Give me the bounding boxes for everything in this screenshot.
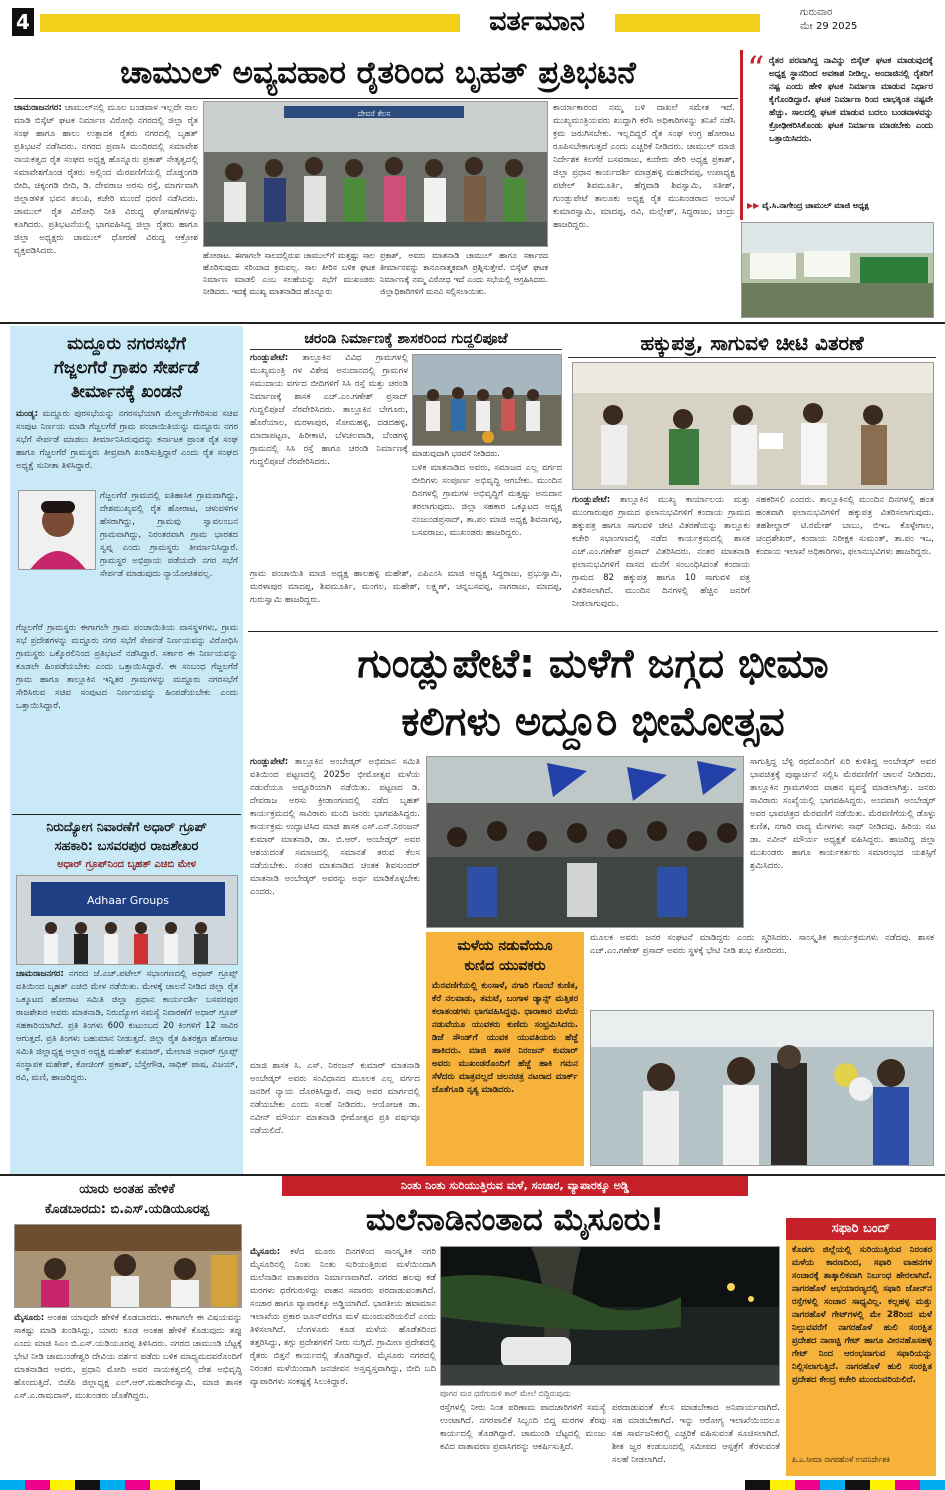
cmyk-bar-right [745, 1480, 945, 1490]
lead-dateline: ಚಾಮರಾಜನಗರ: [14, 103, 62, 113]
safari-byline-row [792, 1454, 932, 1465]
puja-body-1-text: ತಾಲ್ಲೂಕಿನ ವಿವಿಧ ಗ್ರಾಮಗಳಲ್ಲಿ ಮುಖ್ಯಮಂತ್ರಿ ಗಳ ವಿಶೇಷ ಅನುದಾನದಲ್ಲಿ ಗ್ರಾಮಗಳ ಸಮುದಾಯ ವರ್ಗದ ಬೀದಿಗಳಿಗೆ ಸಿಸಿ ರಸ್ತೆ ಮತ್ತು ಚರಂಡಿ ನಿರ್ಮಾಣಕ್ಕೆ ಶಾಸಕ ಎಚ್.ಎಂ.ಗಣೇಶ್ ಪ್ರಸಾದ್ ಗುದ್ದಲಿಪೂಜೆ ನೆರವೇರಿಸಿದರು. ತಾಲ್ಲೂಕಿನ ಬೇಗೂರು, ಹೊರೆಯಾಲ, ಮರಳಾಪುರ, ಸೋಮಹಳ್ಳಿ, ದಡದಹಳ್ಳಿ, ಮಾದಾಪಟ್ಟಣ, ಹಿರೀಕಾಟಿ, ಬೆಳಚಲವಾಡಿ, ಬೆಂಡಗಳ್ಳಿ ಗ್ರಾಮದಲ್ಲಿ ಸಿಸಿ ರಸ್ತೆ ಹಾಗೂ ಚರಂಡಿ ನಿರ್ಮಾಣಕ್ಕೆ ಗುದ್ದಲಿಪೂಜೆ ನೆರವೇರಿಸಿದರು. [250, 353, 408, 467]
yeddy-body [14, 1312, 242, 1476]
job-fair-photo [16, 875, 238, 965]
bhima-statue-photo [590, 1010, 934, 1166]
job-fair-banner-text: Adhaar Groups [86, 894, 170, 907]
card-dateline: ಗುಂಡ್ಲುಪೇಟೆ: [572, 495, 611, 505]
left-body-1-text: ಮದ್ದೂರು ಪುರಸಭೆಯನ್ನು ನಗರಸಭೆಯಾಗಿ ಮೇಲ್ದರ್ಜೆಗೇರಿಸುವ ಸಚಿವ ಸಂಪುಟ ನಿರ್ಣಯ ಮಾಡಿ ಗೆಜ್ಜಲಗೆರೆ ಗ್ರಾಮ ಪಂಚಾಯಿತಿಯನ್ನು ಮದ್ದೂರು ನಗರ ಸಭೆಗೆ ಸೇರ್ಪಡೆ ಮಾಡಲು ತೀರ್ಮಾನಿಸಿರುವುದನ್ನು ಕರ್ನಾಟಕ ಪ್ರಾಂತ ರೈತ ಸಂಘ ಹಾಗೂ ಗೆಜ್ಜಲಗೆರೆ ಗ್ರಾಮಸ್ಥರು ತೀವ್ರವಾಗಿ ಖಂಡಿಸುತ್ತಿದ್ದಾರೆ ಎಂದು ರೈತ ಸಂಘದ ಅಧ್ಯಕ್ಷೆ ಸುನೀತಾ ತಿಳಿಸಿದ್ದಾರೆ. [16, 409, 238, 471]
yeddy-body-text: ಅಂತಹ ಯಾವುದೇ ಹೇಳಿಕೆ ಕೊಡಬಾರದು. ಈಗಾಗಲೇ ಈ ವಿಷಯವನ್ನು ಸಾಕಷ್ಟು ಮಾಡಿ ಖಂಡಿಸಿದ್ದು, ಯಾರು ಕೂಡ ಅಂತಹ ಹೇಳಿಕೆ ಕೊಡುವುದು ತಪ್ಪು ಎಂದು ಮಾಜಿ ಸಿಎಂ ಬಿ.ಎಸ್.ಯಡಿಯೂರಪ್ಪ ತಿಳಿಸಿದರು. ನಗರದ ಚಾಮುಂಡಿ ಬೆಟ್ಟಕ್ಕೆ ಭೇಟಿ ನೀಡಿ ಚಾಮುಂಡೇಶ್ವರಿ ದೇವಿಯ ದರ್ಶನ ಪಡೆದು ಬಳಿಕ ಮಾಧ್ಯಮದವರೊಂದಿಗೆ ಮಾತನಾಡಿದ ಅವರು, ಪ್ರಧಾನಿ ಮೋದಿ ಅವರ ನಾಯಕತ್ವದಲ್ಲಿ ದೇಶ ಅಭಿವೃದ್ಧಿ ಹೊಂದುತ್ತಿದೆ. ಬಿಜೆಪಿ ಜಿಲ್ಲಾಧ್ಯಕ್ಷ ಎಲ್.ಆರ್.ಮಹದೇವಸ್ವಾಮಿ, ಮಾಜಿ ಶಾಸಕ ಎಸ್.ಎ.ರಾಮದಾಸ್, ಮುಖಂಡರು ಜೊತೆಗಿದ್ದರು. [14, 1313, 242, 1401]
puja-body-1 [250, 352, 408, 566]
yeddy-dateline: ಮೈಸೂರು: [14, 1313, 45, 1323]
left-body-2: ಗೆಜ್ಜಲಗೆರೆ ಗ್ರಾಮದಲ್ಲಿ ಐತಿಹಾಸಿಕ ಗ್ರಾಮವಾಗಿದ್ದು, ದೇಶಮುಖ್ಯವಲ್ಲಿ ರೈತ ಹೋರಾಟ, ಚಳುವಳಿಗಳ ಹೆಸರಾಗಿದ್ದು, ಗ್ರಾಮವು ಸ್ವಾವಲಂಬನ ಗ್ರಾಮವಾಗಿದ್ದು, ನಿರಂತರವಾಗಿ ಗ್ರಾಮ ಭಾರತದ ಸ್ವಪ್ನ ಎಂದು ಗ್ರಾಮಸ್ಥರು ತೀರ್ಮಾನಿಸಿದ್ದಾರೆ. ಗ್ರಾಮಸ್ಥರ ಅಭಿಪ್ರಾಯ ಪಡೆಯದೇ ನಗರ ಸಭೆಗೆ ಸೇರ್ಪಡೆ ಮಾಡುವುದು ನ್ಯಾಯೋಚಿತವಲ್ಲ. [100, 491, 238, 579]
left-portrait [18, 490, 96, 570]
safari-box [786, 1218, 936, 1476]
bhima-col1 [250, 756, 420, 1056]
job-fair-subhead: ಅಧಾರ್ ಗ್ರೂಪ್‌ನಿಂದ ಬೃಹತ್ ಎಚಿಬಿ ಮೇಳ [57, 859, 196, 870]
fallen-tree-night-image [441, 1247, 780, 1386]
lead-quote-text: ರೈತರ ಪರವಾಗಿದ್ದ ನಾವಿನ್ನು ಬಿಸ್ಕೆಟ್ ಘಟಕ ಮಾಡುವುದಕ್ಕೆ ಅಧ್ಯಕ್ಷ ಸ್ಥಾನದಿಂದ ಅವಕಾಶ ನೀಡಿಲ್ಲ. ಅಂದಾಜಿನಲ್ಲಿ ರೈತರಿಗೆ ನಷ್ಟ ಎಂದು ಹೇಳಿ ಘಟಕ ನಿರ್ಮಾಣ ಮಾಡುವ ನಿರ್ಧಾರ ಕೈಗೊಂಡಿದ್ದಾರೆ. ಘಟಕ ನಿರ್ಮಾಣ ರಿಂದ ಲಾಭಕ್ಕಿಂತ ನಷ್ಟವೇ ಹೆಚ್ಚು. ಸಾಲದಲ್ಲಿ ಘಟಕ ಮಾಡುವ ಬದಲು ಬಂಡವಾಳವನ್ನು ಕ್ರೋಢೀಕರಿಸಿಕೊಂಡು ಘಟಕ ನಿರ್ಮಾಣ ಮಾಡಬೇಕು ಎಂದು ಒತ್ತಾಯಿಸಿದರು. [769, 55, 933, 143]
safari-body: ಕೊಡಗು ಜಿಲ್ಲೆಯಲ್ಲಿ ಸುರಿಯುತ್ತಿರುವ ನಿರಂತರ ಮಳೆಯ ಕಾರಣದಿಂದ, ಸಫಾರಿ ವಾಹನಗಳ ಸಂಚಾರಕ್ಕೆ ತಾತ್ಕಾಲಿಕವಾಗಿ ನಿರ್ಬಂಧ ಹೇರಲಾಗಿದೆ. ನಾಗರಹೊಳೆ ಅಭಯಾರಣ್ಯದಲ್ಲಿ ಸಫಾರಿ ಜೋನ್‌ನ ರಸ್ತೆಗಳಲ್ಲಿ ಸಂಚಾರ ಸಾಧ್ಯವಿಲ್ಲ. ಕಲ್ಲಹಳ್ಳ ಮತ್ತು ನಾಗರಹೊಳೆ ಗೇಟ್‌ಗಳಲ್ಲಿ ಮೇ 28ರಿಂದ ಮಳೆ ನಿಲ್ಲುವವರೆಗೆ ನಾಗರಹೊಳೆ ಹುಲಿ ಸಂರಕ್ಷಿತ ಪ್ರದೇಶದ ನಾಣಚ್ಚಿ ಗೇಟ್ ಹಾಗೂ ವೀರನಹೊಸಹಳ್ಳಿ ಗೇಟ್ ನಿಂದ ಆರಂಭವಾಗುವ ಸಫಾರಿಯನ್ನು ನಿಲ್ಲಿಸಲಾಗುತ್ತಿದೆ. ನಾಗರಹೊಳೆ ಹುಲಿ ಸಂರಕ್ಷಿತ ಪ್ರದೇಶದ ಕೇಂದ್ರ ಕಚೇರಿ ಮುಂದುವರಿಯಲಿದೆ. [792, 1245, 932, 1385]
mid-rule [248, 631, 938, 632]
paper-name: ವರ್ತಮಾನ [489, 6, 585, 37]
card-photo [572, 362, 934, 490]
mysuru-col2: ರಸ್ತೆಗಳಲ್ಲಿ ನೀರು ನಿಂತ ಪರಿಣಾಮ ಪಾದಚಾರಿಗಳಿಗೆ ಸಮಸ್ಯೆ ಉಂಟಾಗಿದೆ. ನಗರಪಾಲಿಕೆ ಸಿಬ್ಬಂದಿ ಬಿದ್ದ ಮರಗಳ ತೆರವು ಕಾರ್ಯದಲ್ಲಿ ತೊಡಗಿದ್ದಾರೆ. ಚಾಮುಂಡಿ ಬೆಟ್ಟದಲ್ಲಿ ಮಂಜು ಕವಿದ ವಾತಾವರಣ ಪ್ರವಾಸಿಗರನ್ನು ಆಕರ್ಷಿಸುತ್ತಿದೆ. [440, 1403, 606, 1452]
left-dateline: ಮಂಡ್ಯ: [16, 409, 39, 419]
yeddy-photo [14, 1224, 242, 1308]
bhima-col1-text: ತಾಲ್ಲೂಕಿನ ಅಂಬೇಡ್ಕರ್ ಅಭಿಮಾನ ಸಮಿತಿ ವತಿಯಿಂದ ಪಟ್ಟಣದಲ್ಲಿ 2025ರ ಭೀಮೋತ್ಸವ ಮಳೆಯ ನಡುವೆಯೂ ಅದ್ದೂರಿಯಾಗಿ ನಡೆಯಿತು. ಪಟ್ಟಣದ ಡಿ. ದೇವರಾಜ ಅರಸು ಕ್ರೀಡಾಂಗಣದಲ್ಲಿ ನಡೆದ ಬೃಹತ್ ಕಾರ್ಯಕ್ರಮದಲ್ಲಿ ಸಾವಿರಾರು ಮಂದಿ ಜನರು ಭಾಗವಹಿಸಿದ್ದರು. ಕಾರ್ಯಕ್ರಮ ಉದ್ಘಾಟಿಸಿದ ಮಾಜಿ ಶಾಸಕ ಎಸ್.ಎನ್.ನಿರಂಜನ್ ಕುಮಾರ್ ಮಾತನಾಡಿ, ಡಾ. ಬಿ.ಆರ್. ಅಂಬೇಡ್ಕರ್ ಅವರ ಆಶಯದಂತೆ ಸಮಾಜದಲ್ಲಿ ಸಮಾನತೆ ತರುವ ಕೆಲಸ ನಡೆಯಬೇಕು. ನಂತರ ಮಾತನಾಡಿದ ಚಿಂತಕ ಶಿವಸುಂದರ್ ಮಾತನಾಡಿ ಅಂಬೇಡ್ಕರ್ ಅವರನ್ನು ಅರ್ಥ ಮಾಡಿಕೊಳ್ಳಬೇಕು ಎಂದರು. [250, 757, 420, 897]
puja-dateline: ಗುಂಡ್ಲುಪೇಟೆ: [250, 353, 289, 363]
card-body-2: ಸಹಕರಿಸಲಿ ಎಂದರು. ತಾಲ್ಲೂಕಿನಲ್ಲಿ ಮುಂದಿನ ದಿನಗಳಲ್ಲಿ ಹಂತ ಹಂತವಾಗಿ ಫಲಾನುಭವಿಗಳಿಗೆ ಹಕ್ಕುಪತ್ರ ವಿತರಿಸಲಾಗುವುದು. ತಹಶೀಲ್ದಾರ್ ಟಿ.ರಮೇಶ್ ಬಾಬು, ಬಿಇಒ ಕೊಳ್ಳೇಗಾಲ, ಚಂದ್ರಶೇಖರ್, ಕಂದಾಯ ನಿರೀಕ್ಷಕ ಸುಮಂತ್, ತಾ.ಪಂ ಇಒ, ಕಂದಾಯ ಇಲಾಖೆ ಅಧಿಕಾರಿಗಳು, ಫಲಾನುಭವಿಗಳು ಹಾಜರಿದ್ದರು. [756, 495, 934, 557]
page-number: 4 [12, 8, 34, 36]
masthead-bar [40, 14, 460, 32]
job-fair-dateline: ಚಾಮರಾಜನಗರ: [16, 969, 64, 979]
mysuru-kicker-bar [282, 1176, 748, 1196]
left-headline-line3: ತೀರ್ಮಾನಕ್ಕೆ ಖಂಡನೆ [70, 382, 183, 402]
lead-quote-by: ವೈ.ಸಿ.ನಾಗೇಂದ್ರ ಚಾಮುಲ್ ಮಾಜಿ ಅಧ್ಯಕ್ಷ [762, 201, 869, 210]
safari-headline-bar [786, 1218, 936, 1240]
bhima-col3a: ಸಾಗುತ್ತಿದ್ದ ಬೆಳ್ಳಿ ರಥದೊಂದಿಗೆ ಏರಿ ಕುಳಿತಿದ್ದ ಅಂಬೇಡ್ಕರ್ ಅವರ ಭಾವಚಿತ್ರಕ್ಕೆ ಪುಷ್ಪಾರ್ಚನೆ ಸಲ್ಲಿಸಿ ಮೆರವಣಿಗೆಗೆ ಚಾಲನೆ ನೀಡಿದರು. ತಾಲ್ಲೂಕಿನ ಗ್ರಾಮಗಳಿಂದ ವಾಹನ ವ್ಯವಸ್ಥೆ ಮಾಡಲಾಗಿತ್ತು. ಜನರು ಸಾವಿರಾರು ಸಂಖ್ಯೆಯಲ್ಲಿ ಭಾಗವಹಿಸಿದ್ದರು. ಅಂದವಾಗಿ ಅಂಬೇಡ್ಕರ್ ಅವರ ಭಾವಚಿತ್ರದ ಮೆರವಣಿಗೆ ನಡೆಯಿತು. ಮೆರವಣಿಗೆಯಲ್ಲಿ ಡೊಳ್ಳು ಕುಣಿತ, ನಗಾರಿ ವಾದ್ಯ ಮೇಳಗಳು ಸಾಥ್ ನೀಡಿದವು. ಹಿರಿಯ ನಟ ಡಾ. ನವೀನ್ ಮೌರ್ಯ ಅಧ್ಯಕ್ಷತೆ ವಹಿಸಿದ್ದರು. ಹಾಜರಿದ್ದ ಜಿಲ್ಲಾ ಮುಖಂಡರು ಹಾಗೂ ಕಾರ್ಯಕರ್ತರು ಸಮಾರಂಭದ ಯಶಸ್ಸಿಗೆ ಶ್ರಮಿಸಿದರು. [750, 757, 936, 871]
masthead [0, 0, 945, 44]
lead-quote-photo [741, 222, 934, 318]
job-fair-image [17, 876, 238, 965]
mysuru-col3: ಪರದಾಡುವಂತೆ ಕೆಲಸ ಮಾಡಬೇಕಾದ ಅನಿವಾರ್ಯವಾಗಿದೆ. ಸಹ ಮಾಡಬೇಕಾಗಿದೆ. ಇನ್ನು ಆರೋಗ್ಯ ಇಲಾಖೆಯಿಂದಲೂ ಸಹ ಸಾರ್ವಜನಿಕರಲ್ಲಿ ಎಚ್ಚರಿಕೆ ವಹಿಸುವಂತೆ ಸೂಚಿಸಲಾಗಿದೆ. ಶೀತ ಜ್ವರ ಕಂಡುಬಂದಲ್ಲಿ ಸಮೀಪದ ಆಸ್ಪತ್ರೆಗೆ ತೆರಳುವಂತೆ ಸಲಹೆ ನೀಡಲಾಗಿದೆ. [612, 1403, 780, 1465]
lead-headline: ಚಾಮುಲ್ ಅವ್ಯವಹಾರ ರೈತರಿಂದ ಬೃಹತ್ ಪ್ರತಿಭಟನೆ [120, 55, 636, 91]
safari-byline: ಪಿ.ಎ.ಸೀಮಾ ನಾಗರಹೊಳೆ ಉಪನಿರ್ದೇಶಕಿ [792, 1455, 890, 1464]
card-headline: ಹಕ್ಕುಪತ್ರ, ಸಾಗುವಳಿ ಚೀಟಿ ವಿತರಣೆ [568, 328, 936, 358]
bhima-dateline: ಗುಂಡ್ಲುಪೇಟೆ: [250, 757, 289, 767]
mysuru-rain-photo [440, 1246, 780, 1386]
lead-quote-box [740, 50, 934, 220]
quote-mark-icon: “ [747, 49, 765, 89]
lead-photo [203, 101, 548, 247]
lead-photo-caption: ಹೋರಾಟ. ಈಗಾಗಲೇ ಸಾಲದಲ್ಲಿರುವ ಚಾಮುಲ್‌ಗೆ ಮತ್ತಷ್ಟು ಸಾಲ ಹೊರಿಸುವುದು ಸರಿಯಾದ ಕ್ರಮವಲ್ಲ. ಸಾಲ ತೀರಿಸ ಬಳಿಕ ಘಟಕ ನಿರ್ಮಾಣ ಮಾಡಲಿ ಎಂಬ ಸಲಹೆಯನ್ನು ಸಭೆಗೆ ಮುಖಂಡರು ನೀಡಿದರು. ಇದಕ್ಕೆ ಮುಖ್ಯ ಮಾತನಾಡಿದ ಹೊನ್ನೂರು [203, 251, 375, 296]
bhima-headline-line2: ಕಲಿಗಳು ಅದ್ದೂರಿ ಭೀಮೋತ್ಸವ [401, 699, 785, 745]
card-body-1-text: ತಾಲ್ಲೂಕಿನ ಮುಖ್ಯ ಕಾರ್ಯಾಲಯ ಮತ್ತು ಮುಂಗಾರುಪುರ ಗ್ರಾಮದ ಫಲಾನುಭವಿಗಳಿಗೆ ಕಂದಾಯ ಗ್ರಾಮದ ಹಕ್ಕುಪತ್ರ ಹಾಗೂ ಸಾಗುವಳಿ ಚೀಟಿ ವಿತರಣೆಯನ್ನು ತಾಲ್ಲೂಕು ಕಚೇರಿ ಸಭಾಂಗಣದಲ್ಲಿ ನಡೆದ ಕಾರ್ಯಕ್ರಮದಲ್ಲಿ ಶಾಸಕ ಎಚ್.ಎಂ.ಗಣೇಶ್ ಪ್ರಸಾದ್ ವಿತರಿಸಿದರು. ನಂತರ ಮಾತನಾಡಿ ಫಲಾನುಭವಿಗಳಿಗೆ ವಾಸದ ಮನೆಗೆ ಸಂಬಂಧಿಸಿದಂತೆ ಕಂದಾಯ ಗ್ರಾಮದ 82 ಹಕ್ಕುಪತ್ರ ಹಾಗೂ 10 ಸಾಗುವಳಿ ಪತ್ರ ವಿತರಿಸಲಾಗಿದೆ. ಮುಂದಿನ ದಿನಗಳಲ್ಲಿ ಹೆಚ್ಚಿನ ಜನರಿಗೆ ನೀಡಲಾಗುವುದು. [572, 495, 750, 609]
mysuru-col1 [250, 1246, 436, 1476]
mysuru-dateline: ಮೈಸೂರು: [250, 1247, 281, 1257]
job-fair-headline-line1: ನಿರುದ್ಯೋಗ ನಿವಾರಣೆಗೆ ಅಧಾರ್ ಗ್ರೂಪ್ [46, 819, 207, 834]
bhima-crowd-photo [426, 756, 744, 928]
bhima-col2: ಮೂಲಕ ಅವರು ಜನರ ಸಂಘಟನೆ ಮಾಡಿದ್ದರು ಎಂದು ಸ್ಮರಿಸಿದರು. ಸಾಂಸ್ಕೃತಿಕ ಕಾರ್ಯಕ್ರಮಗಳು ನಡೆದವು. ಶಾಸಕ ಎಚ್.ಎಂ.ಗಣೇಶ್ ಪ್ರಸಾದ್ ಅವರು ಸ್ಥಳಕ್ಕೆ ಭೇಟಿ ನೀಡಿ ಶುಭ ಕೋರಿದರು. [590, 933, 934, 956]
lead-body-col3: ಕಾರ್ಯಾಕಾರಂದ ನಮ್ಮ ಬಳಿ ದಾಖಲೆ ಸಮೇತ ಇದೆ. ಮುಖ್ಯಮಂತ್ರಿಯವರು ಖುದ್ದಾಗಿ ಕರೆಸಿ ಅಧಿಕಾರಿಗಳನ್ನು ತನಿಖೆ ನಡೆಸಿ ಕ್ರಮ ಜರುಗಿಸಬೇಕು. ಇಲ್ಲದಿದ್ದರೆ ರೈತ ಸಂಘ ಉಗ್ರ ಹೋರಾಟ ರೂಪಿಸಬೇಕಾಗುತ್ತದೆ ಎಂದು ಎಚ್ಚರಿಕೆ ನೀಡಿದರು. ಚಾಮುಲ್ ಮಾಜಿ ನಿರ್ದೇಶಕ ಕಿಲಗೆರೆ ಬಸವರಾಜು, ಕುದೇರು ಡೇರಿ ಅಧ್ಯಕ್ಷ ಪ್ರಕಾಶ್, ಜಿಲ್ಲಾ ಪ್ರಧಾನ ಕಾರ್ಯದರ್ಶಿ ಮಾಡ್ರಹಳ್ಳಿ ಮಹದೇವಪ್ಪ, ಉಪಾಧ್ಯಕ್ಷ ಪಟೇಲ್ ಶಿವಮೂರ್ತಿ, ಹೆಗ್ಗವಾಡಿ ಶಿವಸ್ವಾಮಿ, ಸತೀಶ್, ಗುಂಡ್ಲುಪೇಟೆ ತಾಲೂಕು ಅಧ್ಯಕ್ಷ ರೈತ ಮುಖಂಡರಾದ ಅಂಬಳೆ ಕುಮಾರಸ್ವಾಮಿ, ಮಾದಪ್ಪ, ರವಿ, ಮಲ್ಲೇಶ್, ಸಿದ್ದರಾಜು, ಚಂದ್ರು ಹಾಜರಿದ್ದರು. [553, 103, 735, 230]
protest-banner-photo [742, 223, 934, 318]
job-fair-body-text: ನಗರದ ಜೆ.ಎಚ್.ಪಟೇಲ್ ಸಭಾಂಗಣದಲ್ಲಿ ಅಧಾರ್ ಗ್ರೂಪ್ಸ್ ವತಿಯಿಂದ ಬೃಹತ್ ಎಚಿಬಿ ಮೇಳ ನಡೆಯಿತು. ಮೇಳಕ್ಕೆ ಚಾಲನೆ ನೀಡಿದ ಜಿಲ್ಲಾ ರೈತ ಒಕ್ಕೂಟದ ಹೋರಾಟ ಸಮಿತಿ ಜಿಲ್ಲಾ ಪ್ರಧಾನ ಕಾರ್ಯದರ್ಶಿ ಬಸವರಪುರ ರಾಜಶೇಖರ ಅವರು ಮಾತನಾಡಿ, ನಿರುದ್ಯೋಗ ಸಮಸ್ಯೆ ನಿವಾರಣೆಗೆ ಅಧಾರ್ ಗ್ರೂಪ್ ಸಹಕಾರಿಯಾಗಿದೆ. ಪ್ರತಿ ತಿಂಗಳು 600 ಕುಟುಂಬದ 20 ಕಿಂಗಳಿಗೆ 12 ಸಾವಿರ ಆಗುತ್ತದೆ. ಪ್ರತಿ ತಿಂಗಳು ಬಹುಮಾನ ನೀಡುತ್ತದೆ. ಜಿಲ್ಲಾ ರೈತ ಹಿತರಕ್ಷಣ ಹೋರಾಟ ಸಮಿತಿ ಜಿಲ್ಲಾಧ್ಯಕ್ಷ ಅಲ್ಲಾರ ಅಧ್ಯಕ್ಷ ಮಹೇಶ್ ಕುಮಾರ್, ಮೇಲಾಜಿ ಅಧಾರ್ ಗ್ರೂಪ್ಸ್ ಸಂಸ್ಥಾಪಕ ಮಹೇಶ್, ಕೋಚಿಂಗ್ ಪ್ರಕಾಶ್, ಬೆಸ್ತೇಗೌಡ, ಸಾಧಿಕ್ ಪಾಷ, ವಿಜಯ್, ರವಿ, ಮಣಿ, ಹಾಜರಿದ್ದರು. [16, 969, 238, 1083]
puja-image [413, 355, 562, 446]
mysuru-photo-caption: ಪೂಗರ ಮರ ಧರೆಗುರುಳಿ ಕಾರ್ ಮೇಲೆ ಬಿದ್ದಿರುವುದು [440, 1389, 571, 1398]
yeddy-temple-image [15, 1225, 242, 1308]
job-fair-headline-line2: ಸಹಕಾರಿ: ಬಸವರಪುರ ರಾಜಶೇಖರ [54, 839, 199, 854]
rain-body: ಮೆರವಣಿಗೆಯಲ್ಲಿ ಕುಂಸಾಳೆ, ನಗಾರಿ ಗೊಂಬೆ ಕುಣಿತ, ಕೆರೆ ನಲವಾಡು, ತಮಟೆ, ಬಂಗಾಳ ಡ್ಯಾನ್ಸ್ ಮತ್ತಿತರ ಕಲಾತಂಡಗಳು ಭಾಗವಹಿಸಿದ್ದವು. ಧಾರಾಕಾರ ಮಳೆಯ ನಡುವೆಯೂ ಯುವಕರು ಕುಣಿದು ಸಂಭ್ರಮಿಸಿದರು. ಡಿಜೆ ಸೌಂಡ್‌ಗೆ ಯುವಕ ಯುವತಿಯರು ಹೆಜ್ಜೆ ಹಾಕಿದರು. ಮಾಜಿ ಶಾಸಕ ನಿರಂಜನ್ ಕುಮಾರ್ ಅವರು ಮುಖಂಡರೊಂದಿಗೆ ಹೆಜ್ಜೆ ಹಾಕಿ ಗಮನ ಸೆಳೆದರು ಮಾತ್ರವಲ್ಲದೆ ಚಲನಚಿತ್ರ ನಟರಾದ ಮಾರ್ಕ್ ಜೊತೆಗೂಡಿ ನೃತ್ಯ ಮಾಡಿದರು. [432, 981, 578, 1095]
cmyk-bar-left [0, 1480, 200, 1490]
lead-photo-sign: ದೇವರೆ ಕೆಲಸ [357, 109, 391, 118]
lead-bottom-rule [0, 322, 945, 324]
woman-portrait-image [19, 491, 96, 570]
masthead-day: ಗುರುವಾರ [800, 7, 833, 18]
rain-headline-line2: ಕುಣಿದ ಯುವಕರು [464, 958, 546, 974]
puja-photo [412, 354, 562, 446]
mysuru-kicker: ನಿಂತು ನಿಂತು ಸುರಿಯುತ್ತಿರುವ ಮಳೆ, ಸಂಚಾರ, ವ್ಯಾಪಾರಕ್ಕೂ ಅಡ್ಡಿ [401, 1179, 629, 1192]
rain-box [426, 932, 584, 1166]
lead-photo2-caption: ಪ್ರಕಾಶ್, ಅವರು ಮಾತನಾಡಿ ಚಾಮುಲ್ ಹಾಗೂ ಸರ್ಕಾರದ ತೀರ್ಮಾನವನ್ನು ಕಾನೂನಾತ್ಮಕವಾಗಿ ಪ್ರಶ್ನಿಸುತ್ತೇವೆ. ಬಿಸ್ಕೆಟ್ ಘಟಕ ನಿರ್ಮಾಣಕ್ಕೆ ನಮ್ಮ ವಿರೋಧ ಇದೆ ಎಂದು ಸಭೆಯಲ್ಲಿ ಆಗ್ರಹಿಸಿದರು. ಜಿಲ್ಲಾಧಿಕಾರಿಗಳಿಗೆ ಮನವಿ ಸಲ್ಲಿಸಲಾಯಿತು. [380, 251, 548, 296]
puja-body-3: ಗ್ರಾಮ ಪಂಚಾಯಿತಿ ಮಾಜಿ ಅಧ್ಯಕ್ಷ ಹಾಲಹಳ್ಳಿ ಮಹೇಶ್, ಎಪಿಎಂಸಿ ಮಾಜಿ ಅಧ್ಯಕ್ಷ ಸಿದ್ದರಾಜು, ಪ್ರಭುಸ್ವಾಮಿ, ಮರಳಾಪುರ ಮಾದಪ್ಪ, ಶಿವಮೂರ್ತಿ, ಮಂಗಲ, ಮಹೇಶ್, ಲಕ್ಷ್ಮಣ್, ಚನ್ನಬಸವಪ್ಪ, ನಾಗರಾಜು, ಮಾದಪ್ಪ, ಗುರುಸ್ವಾಮಿ ಹಾಜರಿದ್ದರು. [250, 569, 562, 605]
lead-photo-image [204, 102, 548, 247]
rain-headline-line1: ಮಳೆಯ ನಡುವೆಯೂ [457, 938, 553, 954]
mysuru-headline: ಮಲೆನಾಡಿನಂತಾದ ಮೈಸೂರು! [365, 1202, 665, 1238]
lead-body-col1 [14, 102, 198, 318]
job-fair-body [16, 968, 238, 1172]
lead-body-col1-text: ಚಾಮುಲ್‌ನಲ್ಲಿ ಮೂಲ ಬಂಡವಾಳ ಇಲ್ಲದೇ ನಾಲ ಮಾಡಿ ಬಿಸ್ಕೆಟ್ ಘಟಕ ನಿರ್ಮಾಣ ವಿರೋಧಿ ನಗರದಲ್ಲಿ ಜಿಲ್ಲಾ ರೈತ ಸಂಘ ಹಾಗೂ ಹಾಲು ಉತ್ಪಾದಕ ರೈತರು ನಗರದಲ್ಲಿ ಬೃಹತ್ ಪ್ರತಿಭಟನೆ ನಡೆಸಿದರು. ನಗರದ ಪ್ರವಾಸಿ ಮಂದಿರದಲ್ಲಿ ಸಮಾವೇಶ ನಾಯಕತ್ವದ ರೈತ ಸಂಘದ ಅಧ್ಯಕ್ಷ ಹೊನ್ನೂರು ಪ್ರಕಾಶ್ ನೇತೃತ್ವದಲ್ಲಿ ಸಮಾವೇಶಗೊಂಡ ರೈತರು ಅಲ್ಲಿಂದ ಮೆರವಣಿಗೆಯಲ್ಲಿ ದೊಡ್ಡಂಗಡಿ ಬೀದಿ, ಚಿಕ್ಕಂಗಡಿ ಬೀದಿ, ಡಿ. ದೇವರಾಜ ಅರಸು ರಸ್ತೆ, ಮಾರ್ಗವಾಗಿ ಜಿಲ್ಲಾಡಳಿತ ಭವನ ತಲುಪಿ, ಕಚೇರಿ ಮುಂದೆ ಧರಣಿ ನಡೆಸಿದರು. ಚಾಮುಲ್ ರೈತ ವಿರೋಧಿ ನೀತಿ ವಿರುದ್ಧ ಘೋಷಣೆಗಳನ್ನು ಕೂಗಿದರು. ಪ್ರತಿಭಟನೆಯಲ್ಲಿ ಭಾಗವಹಿಸಿದ್ದ ಜಿಲ್ಲಾ ರೈತರು ಹಾಗೂ ಜಿಲ್ಲಾ ಅಧ್ಯಕ್ಷರು ಚಾಮುಲ್ ಧೋರಣೆ ವಿರುದ್ಧ ಆಕ್ರೋಶ ವ್ಯಕ್ತಪಡಿಸಿದರು. [14, 103, 198, 256]
masthead-bar-right [615, 14, 760, 32]
job-fair-rule [12, 814, 241, 815]
crowd-image [427, 757, 744, 928]
left-headline-line1: ಮದ್ದೂರು ನಗರಸಭೆಗೆ [67, 334, 186, 354]
safari-headline: ಸಫಾರಿ ಬಂದ್ [831, 1221, 891, 1236]
left-body-1 [16, 408, 238, 488]
left-headline-line2: ಗೆಜ್ಜಲಗೆರೆ ಗ್ರಾಪಂ ಸೇರ್ಪಡೆ [53, 358, 200, 378]
puja-headline: ಚರಂಡಿ ನಿರ್ಮಾಣಕ್ಕೆ ಶಾಸಕರಿಂದ ಗುದ್ದಲಿಪೂಜೆ [250, 328, 562, 350]
masthead-date: ಮೇ 29 2025 [800, 21, 858, 32]
byline-arrow-icon: ▶▶ [747, 201, 760, 210]
card-body-1 [572, 494, 750, 628]
yeddy-headline-line2: ಕೊಡಬಾರದು: ಬಿ.ಎಸ್.ಯಡಿಯೂರಪ್ಪ [44, 1202, 210, 1217]
left-body-3: ಗೆಜ್ಜಲಗೆರೆ ಗ್ರಾಮಸ್ಥರು ಈಗಾಗಲೇ ಗ್ರಾಮ ಪಂಚಾಯಿತಿಯ ವಾಸಸ್ಥಳಗಳು, ಗ್ರಾಮ ಸಭೆ ಪ್ರದೇಶಗಳನ್ನು ಮದ್ದೂರು ನಗರ ಸಭೆಗೆ ಸೇರ್ಪಡೆ ನಿರ್ಣಯವನ್ನು ವಿರೋಧಿಸಿ ಗ್ರಾಮಸ್ಥರು ಒಕ್ಕೊರಲಿನಿಂದ ಪ್ರತಿಭಟನೆ ನಡೆಸಿದ್ದಾರೆ. ಸರ್ಕಾರ ಈ ನಿರ್ಣಯವನ್ನು ಕೂಡಲೇ ಹಿಂಪಡೆಯಬೇಕು ಎಂದು ಒತ್ತಾಯಿಸಿದ್ದಾರೆ. ಈ ಸಂಬಂಧ ಗೆಜ್ಜಲಗೆರೆ ಗ್ರಾಮ ಹಾಗೂ ತಾಲ್ಲೂಕಿನ ಇನ್ನಿತರ ಗ್ರಾಮಗಳನ್ನು ಮದ್ದೂರು ನಗರಸಭೆಗೆ ಸೇರಿಸಿರುವ ಸಚಿವ ಸಂಪುಟದ ನಿರ್ಣಯವನ್ನು ಹಿಂಪಡೆಯಬೇಕು ಎಂದು ಒತ್ತಾಯಿಸಿದ್ದಾರೆ. [16, 623, 238, 711]
lead-quote-byline [747, 200, 935, 212]
lead-rule [14, 98, 738, 99]
statue-garland-image [591, 1011, 934, 1166]
bhima-col1b: ಮಾಜಿ ಶಾಸಕ ಸಿ. ಎಸ್. ನಿರಂಜನ್ ಕುಮಾರ್ ಮಾತನಾಡಿ ಅಂಬೇಡ್ಕರ್ ಅವರು ಸಂವಿಧಾನದ ಮೂಲಕ ಎಲ್ಲ ವರ್ಗದ ಜನರಿಗೆ ನ್ಯಾಯ ದೊರಕಿಸಿದ್ದಾರೆ. ನಾವು ಅವರ ಮಾರ್ಗದಲ್ಲಿ ನಡೆಯಬೇಕು ಎಂದು ಸಲಹೆ ನೀಡಿದರು. ಆಯೋಜಕ ಡಾ. ನವೀನ್ ಮೌರ್ಯ ಮಾತನಾಡಿ ಭೀಮೋತ್ಸವ ಪ್ರತಿ ವರ್ಷವೂ ನಡೆಯಲಿದೆ. [250, 1061, 420, 1136]
card-distribution-image [573, 363, 934, 490]
yeddy-headline-line1: ಯಾರು ಅಂತಹ ಹೇಳಿಕೆ [79, 1182, 175, 1197]
puja-body-2: ಬಳಿಕ ಮಾತನಾಡಿದ ಅವರು, ಸಮಾಜದ ಎಲ್ಲ ವರ್ಗದ ಬೀದಿಗಳು ಸಂಪೂರ್ಣ ಅಭಿವೃದ್ಧಿ ಆಗಬೇಕು. ಮುಂದಿನ ದಿನಗಳಲ್ಲಿ ಗ್ರಾಮಗಳ ಅಭಿವೃದ್ಧಿಗೆ ಮತ್ತಷ್ಟು ಅನುದಾನ ತರಲಾಗುವುದು. ಜಿಲ್ಲಾ ಸಹಕಾರ ಒಕ್ಕೂಟದ ಅಧ್ಯಕ್ಷ ನಂಜುಂಡಪ್ರಸಾದ್, ತಾ.ಪಂ ಮಾಜಿ ಅಧ್ಯಕ್ಷ ಶಿವನಾಗಪ್ಪ, ಬಸವರಾಜು, ಮುಖಂಡರು ಹಾಜರಿದ್ದರು. [412, 463, 562, 538]
bhima-headline-line1: ಗುಂಡ್ಲುಪೇಟೆ: ಮಳೆಗೆ ಜಗ್ಗದ ಭೀಮಾ [357, 641, 829, 687]
mysuru-col1-text: ಕಳೆದ ಮೂರು ದಿನಗಳಿಂದ ಸಾಂಸ್ಕೃತಿಕ ನಗರಿ ಮೈಸೂರಿನಲ್ಲಿ ನಿಂತು ನಿಂತು ಸುರಿಯುತ್ತಿರುವ ಮಳೆಯಿಂದಾಗಿ ಮಲೆನಾಡಿನ ವಾತಾವರಣ ನಿರ್ಮಾಣವಾಗಿದೆ. ನಗರದ ಹಲವು ಕಡೆ ಮರಗಳು ಧರೆಗುರುಳಿದ್ದು ವಾಹನ ಸವಾರರು ಪರದಾಡುವಂತಾಗಿದೆ. ಸಂಚಾರ ಹಾಗೂ ವ್ಯಾಪಾರಕ್ಕೂ ಅಡ್ಡಿಯಾಗಿದೆ. ಭಾರತೀಯ ಹವಾಮಾನ ಇಲಾಖೆಯ ಪ್ರಕಾರ ಜೂನ್‌ವರೆಗೂ ಮಳೆ ಮುಂದುವರಿಯಲಿದೆ ಎಂದು ತಿಳಿಸಲಾಗಿದೆ. ಬೆಂಗಳೂರು ಕೂಡ ಮಳೆಯ ಹೊಡೆತದಿಂದ ತತ್ತರಿಸಿದ್ದು, ತಗ್ಗು ಪ್ರದೇಶಗಳಿಗೆ ನೀರು ನುಗ್ಗಿದೆ. ಗ್ರಾಮೀಣ ಪ್ರದೇಶದಲ್ಲಿ ರೈತರು ಬಿತ್ತನೆ ಕಾರ್ಯದಲ್ಲಿ ತೊಡಗಿದ್ದಾರೆ. ಮೈಸೂರು ನಗರದಲ್ಲಿ ನಿರಂತರ ಮಳೆಯಿಂದಾಗಿ ಜನಜೀವನ ಅಸ್ತವ್ಯಸ್ತವಾಗಿದ್ದು, ಬೀದಿ ಬದಿ ವ್ಯಾಪಾರಿಗಳು ಸಂಕಷ್ಟಕ್ಕೆ ಸಿಲುಕಿದ್ದಾರೆ. [250, 1247, 436, 1387]
puja-photo-caption: ಮಾಡುವುದಾಗಿ ಭರವಸೆ ನೀಡಿದರು. [412, 449, 500, 458]
